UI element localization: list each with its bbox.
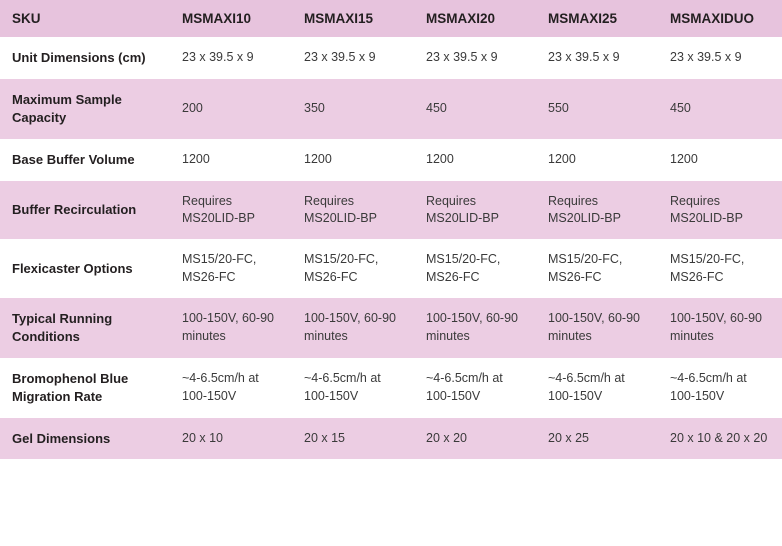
table-row (0, 79, 782, 139)
table-row (0, 358, 782, 418)
cell-value: 20 x 25 (536, 418, 658, 460)
cell-value: 23 x 39.5 x 9 (658, 37, 782, 79)
cell-value: ~4-6.5cm/h at 100-150V (292, 358, 414, 418)
cell-value: 1200 (170, 139, 292, 181)
table-row (0, 418, 782, 460)
cell-value: 100-150V, 60-90 minutes (414, 298, 536, 358)
cell-value: 100-150V, 60-90 minutes (292, 298, 414, 358)
row-label: Gel Dimensions (0, 418, 170, 460)
cell-value: 1200 (414, 139, 536, 181)
cell-value: 20 x 20 (414, 418, 536, 460)
row-label: Maximum Sample Capacity (0, 79, 170, 139)
cell-value: ~4-6.5cm/h at 100-150V (414, 358, 536, 418)
column-header-sku: SKU (0, 0, 170, 37)
row-label: Buffer Recirculation (0, 181, 170, 240)
table-row (0, 181, 782, 240)
cell-value: MS15/20-FC, MS26-FC (536, 239, 658, 298)
cell-value: 200 (170, 79, 292, 139)
cell-value: 350 (292, 79, 414, 139)
cell-value: 450 (414, 79, 536, 139)
cell-value: 1200 (658, 139, 782, 181)
table-row (0, 239, 782, 298)
cell-value: ~4-6.5cm/h at 100-150V (170, 358, 292, 418)
table-body (0, 37, 782, 459)
cell-value: MS15/20-FC, MS26-FC (414, 239, 536, 298)
row-label: Base Buffer Volume (0, 139, 170, 181)
cell-value: 1200 (536, 139, 658, 181)
cell-value: 550 (536, 79, 658, 139)
cell-value: 23 x 39.5 x 9 (414, 37, 536, 79)
column-header-msmaxi15: MSMAXI15 (292, 0, 414, 37)
cell-value: 20 x 10 & 20 x 20 (658, 418, 782, 460)
table-row (0, 298, 782, 358)
column-header-msmaxiduo: MSMAXIDUO (658, 0, 782, 37)
row-label: Unit Dimensions (cm) (0, 37, 170, 79)
cell-value: ~4-6.5cm/h at 100-150V (658, 358, 782, 418)
header-row (0, 0, 782, 37)
cell-value: 100-150V, 60-90 minutes (658, 298, 782, 358)
cell-value: Requires MS20LID-BP (536, 181, 658, 240)
cell-value: 23 x 39.5 x 9 (536, 37, 658, 79)
cell-value: 20 x 10 (170, 418, 292, 460)
column-header-msmaxi10: MSMAXI10 (170, 0, 292, 37)
cell-value: 1200 (292, 139, 414, 181)
column-header-msmaxi20: MSMAXI20 (414, 0, 536, 37)
table-header (0, 0, 782, 37)
cell-value: Requires MS20LID-BP (170, 181, 292, 240)
cell-value: Requires MS20LID-BP (658, 181, 782, 240)
cell-value: Requires MS20LID-BP (292, 181, 414, 240)
cell-value: ~4-6.5cm/h at 100-150V (536, 358, 658, 418)
cell-value: MS15/20-FC, MS26-FC (170, 239, 292, 298)
row-label: Typical Running Conditions (0, 298, 170, 358)
cell-value: 23 x 39.5 x 9 (170, 37, 292, 79)
cell-value: 450 (658, 79, 782, 139)
table-row (0, 37, 782, 79)
column-header-msmaxi25: MSMAXI25 (536, 0, 658, 37)
cell-value: Requires MS20LID-BP (414, 181, 536, 240)
row-label: Flexicaster Options (0, 239, 170, 298)
row-label: Bromophenol Blue Migration Rate (0, 358, 170, 418)
cell-value: 100-150V, 60-90 minutes (536, 298, 658, 358)
cell-value: 100-150V, 60-90 minutes (170, 298, 292, 358)
cell-value: 23 x 39.5 x 9 (292, 37, 414, 79)
cell-value: MS15/20-FC, MS26-FC (292, 239, 414, 298)
table-row (0, 139, 782, 181)
cell-value: MS15/20-FC, MS26-FC (658, 239, 782, 298)
cell-value: 20 x 15 (292, 418, 414, 460)
